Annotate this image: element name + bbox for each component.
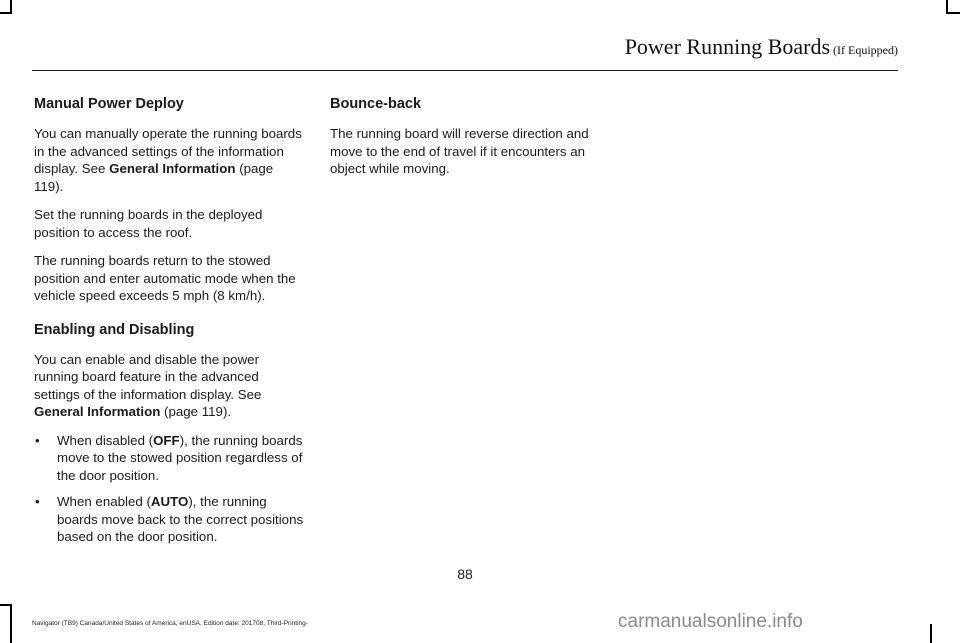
page-number: 88 <box>457 566 473 582</box>
list-item-text: When disabled ( <box>57 432 154 448</box>
crop-mark <box>946 12 960 14</box>
paragraph <box>34 351 306 421</box>
list-item-text: ), the running boards move back to the correct positions based on the door position. <box>57 494 304 544</box>
setting-value: OFF <box>153 432 180 448</box>
list-item-text: When enabled ( <box>57 494 151 509</box>
footer-edition-info: Navigator (TB9) Canada/United States of America, enUSA, Edition date: 201708, Third-Printing- <box>32 620 308 627</box>
paragraph: The running boards return to the stowed position and enter automatic mode when the vehicle speed exceeds 5 mph (8 km/h). <box>34 253 296 303</box>
section-heading-manual-power-deploy: Manual Power Deploy <box>34 96 184 112</box>
section-heading-bounce-back: Bounce-back <box>330 96 422 112</box>
watermark: carmanualsonline.info <box>618 611 803 632</box>
paragraph: The running board will reverse direction and move to the end of travel if it encounters an object while moving. <box>330 126 589 176</box>
crop-mark <box>10 604 12 643</box>
cross-reference-link[interactable]: General Information <box>34 404 161 419</box>
crop-mark <box>0 604 12 606</box>
left-column <box>34 95 306 555</box>
page-title <box>0 34 898 60</box>
list-item <box>34 432 306 485</box>
cross-reference-link[interactable]: General Information <box>109 161 236 176</box>
bullet-list <box>34 432 306 546</box>
page-title-subtitle: (If Equipped) <box>833 43 898 57</box>
paragraph <box>34 125 306 195</box>
page-title-main: Power Running Boards <box>624 34 831 59</box>
paragraph-text: (page 119). <box>34 161 274 194</box>
header-rule <box>32 70 898 71</box>
list-item <box>34 493 306 546</box>
paragraph: Set the running boards in the deployed position to access the roof. <box>34 207 263 240</box>
paragraph-text: You can enable and disable the power running board feature in the advanced settings of the information display. See <box>34 351 262 402</box>
list-item-text: ), the running boards move to the stowed position regardless of the door position. <box>57 432 303 483</box>
paragraph-text: You can manually operate the running boards in the advanced settings of the information display. See <box>34 126 302 176</box>
paragraph-text: (page 119). <box>160 404 232 419</box>
section-heading-enabling-and-disabling: Enabling and Disabling <box>34 321 195 338</box>
right-column <box>330 95 602 189</box>
crop-mark <box>930 624 932 643</box>
setting-value: AUTO <box>150 494 189 509</box>
crop-mark <box>0 12 12 14</box>
